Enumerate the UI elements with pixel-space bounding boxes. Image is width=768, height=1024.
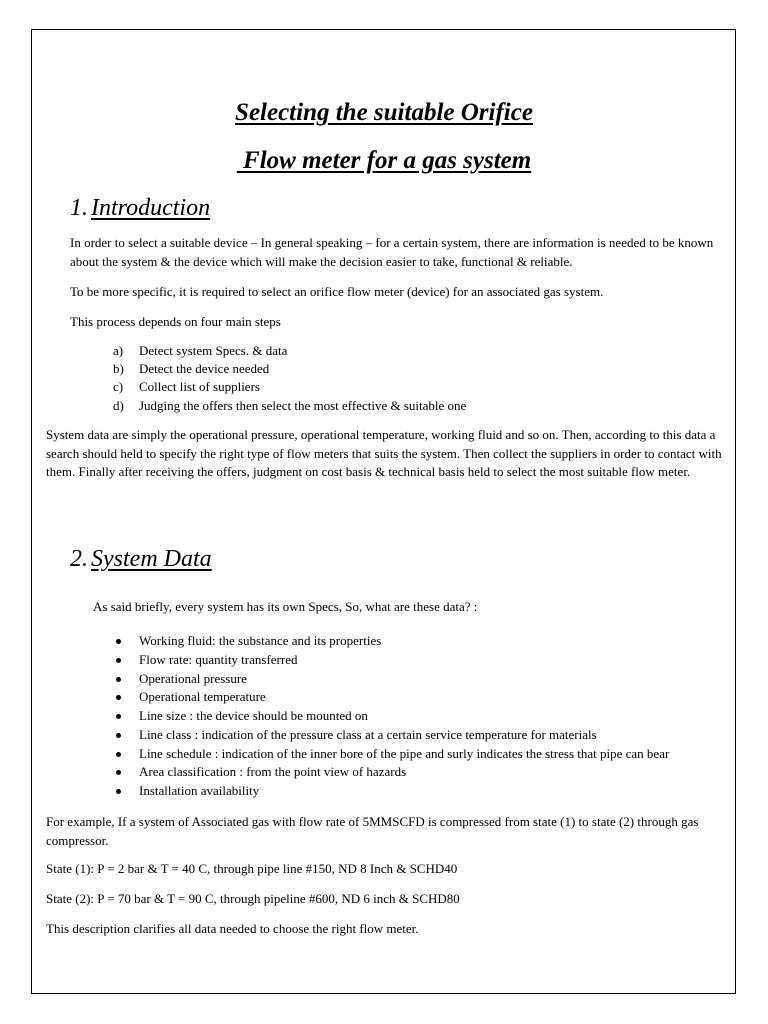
step-text: Judging the offers then select the most effective & suitable one	[139, 397, 467, 413]
list-item	[113, 632, 669, 651]
step-marker: d)	[113, 397, 124, 413]
step-marker: c)	[113, 379, 124, 395]
list-item-text: Installation availability	[139, 783, 260, 798]
document-title-line-2: Flow meter for a gas system	[236, 147, 532, 174]
bullet-icon	[116, 752, 121, 757]
list-item-text: Line schedule : indication of the inner bore of the pipe and surly indicates the stress that pipe can bear	[139, 745, 670, 761]
step-item	[113, 342, 466, 360]
intro-paragraph: In order to select a suitable device – In general speaking – for a certain system, there are information is needed to be known about the system & the device which will make the decision easier to take, functional & reliable.	[70, 235, 714, 269]
list-item	[113, 782, 669, 801]
list-item-text: Line class : indication of the pressure class at a certain service temperature for materials	[139, 726, 597, 742]
list-item-text: Flow rate: quantity transferred	[139, 651, 298, 667]
list-item	[113, 745, 669, 764]
step-item	[113, 378, 466, 396]
bullet-icon	[116, 639, 121, 644]
section-2-intro: As said briefly, every system has its own Specs, So, what are these data? :	[93, 599, 478, 614]
process-paragraph: This process depends on four main steps	[70, 314, 281, 329]
step-item	[113, 397, 466, 415]
specific-paragraph: To be more specific, it is required to select an orifice flow meter (device) for an associated gas system.	[70, 284, 604, 299]
bullet-icon	[116, 733, 121, 738]
bullet-icon	[116, 789, 121, 794]
bullet-icon	[116, 677, 121, 682]
section-2-number: 2.	[70, 546, 88, 572]
conclusion-line: This description clarifies all data needed to choose the right flow meter.	[46, 921, 419, 936]
list-item	[113, 670, 669, 689]
section-1-number: 1.	[70, 195, 88, 221]
list-item	[113, 707, 669, 726]
list-item	[113, 763, 669, 782]
step-text: Collect list of suppliers	[139, 379, 260, 395]
list-item	[113, 726, 669, 745]
list-item-text: Area classification : from the point view of hazards	[139, 764, 407, 780]
section-1-heading	[70, 193, 210, 223]
bullet-icon	[116, 714, 121, 719]
bullet-icon	[116, 658, 121, 663]
list-item-text: Operational pressure	[139, 670, 247, 686]
state-2-line: State (2): P = 70 bar & T = 90 C, through pipeline #600, ND 6 inch & SCHD80	[46, 891, 460, 906]
step-text: Detect the device needed	[139, 361, 270, 377]
example-paragraph: For example, If a system of Associated gas with flow rate of 5MMSCFD is compressed from state (1) to state (2) through gas compressor.	[46, 814, 699, 848]
bullet-icon	[116, 770, 121, 775]
section-2-title: System Data	[91, 546, 212, 572]
system-data-list	[113, 632, 669, 801]
list-item-text: Operational temperature	[139, 689, 266, 705]
state-1-line: State (1): P = 2 bar & T = 40 C, through pipe line #150, ND 8 Inch & SCHD40	[46, 861, 458, 876]
step-item	[113, 360, 466, 378]
system-data-paragraph: System data are simply the operational pressure, operational temperature, working fluid and so on. Then, according to this data a search should held to specify the right type of flow meters that suits the system. Then collect the suppliers in order to contact with them. Finally after receiving the offers, judgment on cost basis & technical basis held to select the most suitable flow meter.	[46, 427, 722, 479]
list-item-text: Line size : the device should be mounted on	[139, 708, 368, 723]
list-item	[113, 688, 669, 707]
steps-list	[113, 342, 466, 415]
step-marker: a)	[113, 343, 124, 358]
step-marker: b)	[113, 361, 124, 377]
section-1-title: Introduction	[91, 195, 211, 221]
document-title-line-1: Selecting the suitable Orifice	[235, 99, 533, 126]
list-item	[113, 651, 669, 670]
list-item-text: Working fluid: the substance and its properties	[139, 633, 382, 648]
bullet-icon	[116, 695, 121, 700]
section-2-heading	[70, 544, 212, 574]
step-text: Detect system Specs. & data	[139, 343, 288, 358]
